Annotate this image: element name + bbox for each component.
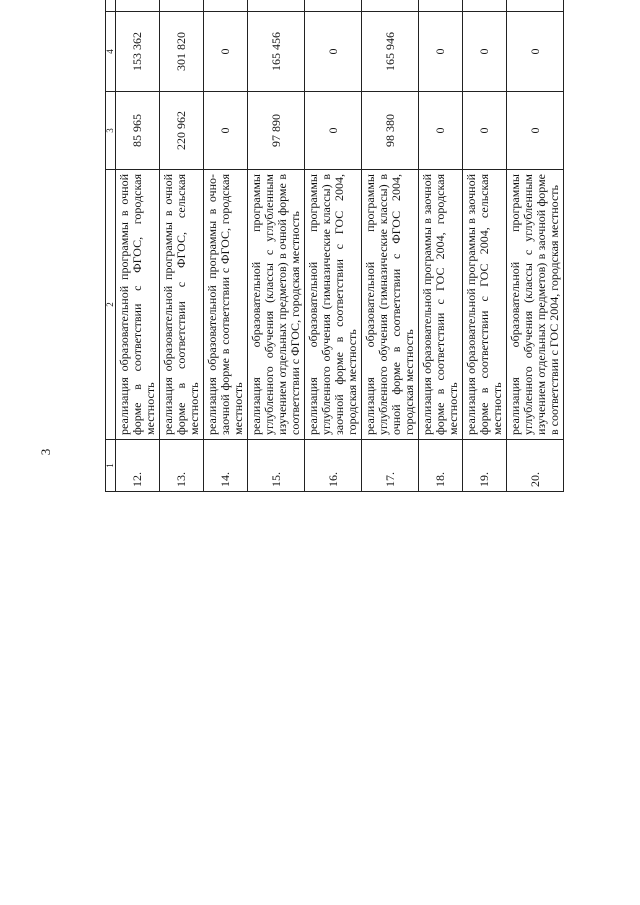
row-value: 0 (305, 92, 362, 170)
row-value: 165 456 (248, 12, 305, 92)
row-number: 13. (160, 440, 204, 492)
row-value: 0 (204, 12, 248, 92)
column-number-row (106, 0, 116, 492)
column-header: 1 (106, 440, 116, 492)
column-header: 3 (106, 92, 116, 170)
tariff-table (105, 0, 564, 492)
row-value: 0 (419, 12, 463, 92)
row-value: 0 (463, 12, 507, 92)
row-value (160, 0, 204, 12)
row-number: 14. (204, 440, 248, 492)
table-row (160, 0, 204, 492)
row-value (204, 0, 248, 12)
row-value: 85 965 (116, 92, 160, 170)
row-number: 20. (507, 440, 564, 492)
row-value: 0 (507, 92, 564, 170)
row-number: 16. (305, 440, 362, 492)
row-value: 153 362 (116, 12, 160, 92)
row-value (248, 0, 305, 12)
table-row (362, 0, 419, 492)
column-header: 2 (106, 170, 116, 440)
table-row (248, 0, 305, 492)
row-description: реализация образовательной программы углубленного обучения (классы с углубленным изучением отдельных предметов) в заочной форме в соответствии с ГОС 2004, городская местность (507, 170, 564, 440)
row-description: реализация образовательной программы в очной форме в соответствии с ФГОС, сельская местность (160, 170, 204, 440)
row-number: 15. (248, 440, 305, 492)
row-description: реализация образовательной программы углубленного обучения (гимназические классы) в очной форме в соответствии с ФГОС 2004, городская местность (362, 170, 419, 440)
row-value (463, 0, 507, 12)
row-value (507, 0, 564, 12)
row-value: 0 (463, 92, 507, 170)
row-value: 97 890 (248, 92, 305, 170)
row-value (419, 0, 463, 12)
table-container (105, 32, 561, 852)
row-value: 0 (305, 12, 362, 92)
row-description: реализация образовательной программы углубленного обучения (гимназические классы) в заочной форме в соответствии с ГОС 2004, городская местность (305, 170, 362, 440)
table-row (204, 0, 248, 492)
row-value: 98 380 (362, 92, 419, 170)
row-number: 17. (362, 440, 419, 492)
row-description: реализация образовательной программы в очной форме в соответствии с ФГОС, городская местность (116, 170, 160, 440)
row-value: 0 (204, 92, 248, 170)
table-row (116, 0, 160, 492)
table-row (419, 0, 463, 492)
row-value: 0 (507, 12, 564, 92)
row-description: реализация образовательной программы в заочной форме в соответствии с ГОС 2004, сельская местность (463, 170, 507, 440)
row-number: 19. (463, 440, 507, 492)
row-value (362, 0, 419, 12)
row-description: реализация образовательной программы в очно-заочной форме в соответствии с ФГОС, городская местность (204, 170, 248, 440)
rotated-table-frame (105, 0, 561, 492)
row-description: реализация образовательной программы в заочной форме в соответствии с ГОС 2004, городская местность (419, 170, 463, 440)
table-row (305, 0, 362, 492)
row-value: 220 962 (160, 92, 204, 170)
table-row (507, 0, 564, 492)
page-number: 3 (38, 448, 53, 456)
row-value (305, 0, 362, 12)
row-value: 0 (419, 92, 463, 170)
row-description: реализация образовательной программы углубленного обучения (классы с углубленным изучением отдельных предметов) в очной форме в соответствии с ФГОС, городская местность (248, 170, 305, 440)
row-value: 165 946 (362, 12, 419, 92)
row-number: 12. (116, 440, 160, 492)
row-number: 18. (419, 440, 463, 492)
column-header: 4 (106, 12, 116, 92)
row-value: 301 820 (160, 12, 204, 92)
table-row (463, 0, 507, 492)
column-header (106, 0, 116, 12)
row-value (116, 0, 160, 12)
